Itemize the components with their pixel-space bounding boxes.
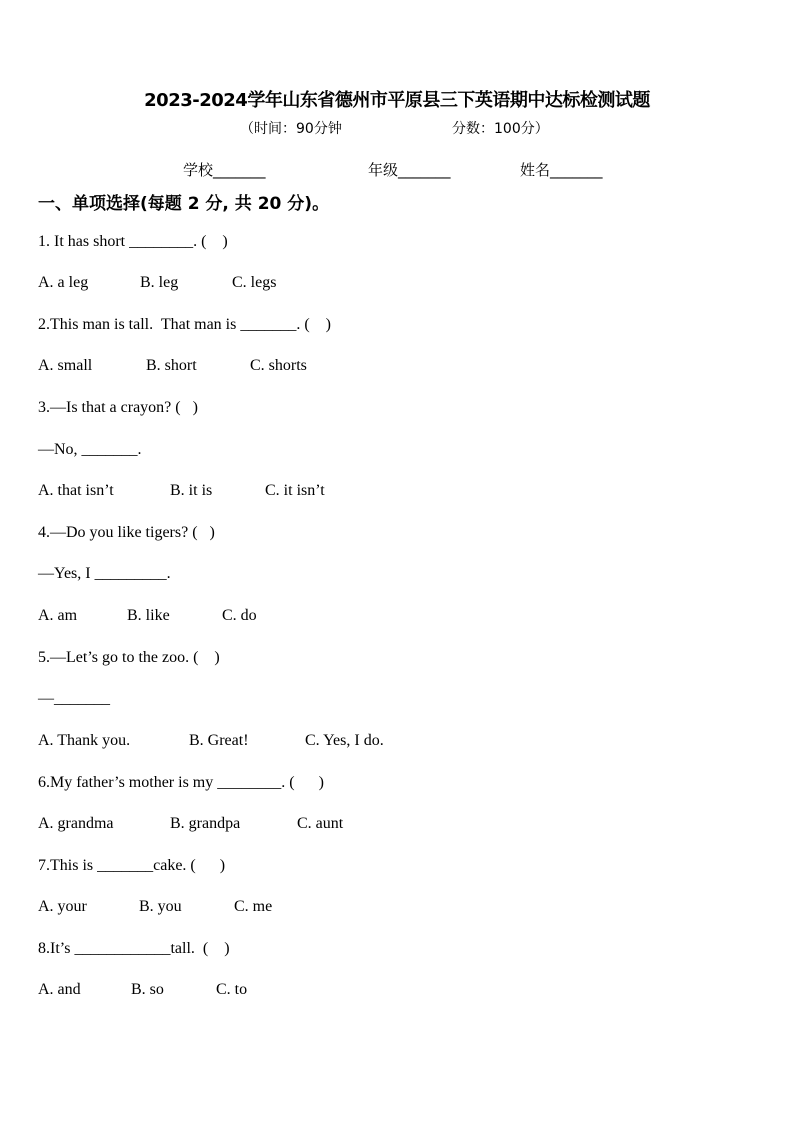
school-field[interactable]: 学校_______: [183, 161, 266, 179]
question-2-stem: 2.This man is tall. That man is _______. ( ): [38, 316, 332, 333]
question-8-stem: 8.It’s ____________tall. ( ): [38, 940, 230, 957]
question-1-option-a[interactable]: A. a leg: [38, 274, 89, 291]
grade-field[interactable]: 年级_______: [368, 161, 451, 179]
question-3-stem: 3.—Is that a crayon? ( ): [38, 399, 198, 416]
question-5-option-b[interactable]: B. Great!: [189, 732, 249, 749]
question-1-stem: 1. It has short ________. ( ): [38, 233, 228, 250]
question-7-option-b[interactable]: B. you: [139, 898, 182, 915]
question-8-option-c[interactable]: C. to: [216, 981, 248, 998]
question-3-option-b[interactable]: B. it is: [170, 482, 213, 499]
question-6-stem: 6.My father’s mother is my ________. ( ): [38, 774, 324, 791]
question-7-stem: 7.This is _______cake. ( ): [38, 857, 226, 874]
question-3-option-c[interactable]: C. it isn’t: [265, 482, 325, 499]
question-6-option-b[interactable]: B. grandpa: [170, 815, 241, 832]
question-2-option-a[interactable]: A. small: [38, 357, 93, 374]
page-title: 2023-2024学年山东省德州市平原县三下英语期中达标检测试题: [144, 90, 650, 111]
question-8-option-a[interactable]: A. and: [38, 981, 81, 998]
exam-time: （时间：90分钟: [240, 121, 342, 137]
question-1-option-b[interactable]: B. leg: [140, 274, 179, 291]
question-2-option-b[interactable]: B. short: [146, 357, 197, 374]
question-3-option-a[interactable]: A. that isn’t: [38, 482, 114, 499]
exam-score: 分数：100分）: [452, 121, 549, 137]
question-5-stem: 5.—Let’s go to the zoo. ( ): [38, 649, 220, 666]
question-4-stem: 4.—Do you like tigers? ( ): [38, 524, 215, 541]
question-1-option-c[interactable]: C. legs: [232, 274, 277, 291]
question-4-reply: —Yes, I _________.: [38, 565, 171, 582]
name-field[interactable]: 姓名_______: [520, 161, 603, 179]
question-4-option-c[interactable]: C. do: [222, 607, 257, 624]
question-6-option-a[interactable]: A. grandma: [38, 815, 114, 832]
question-8-option-b[interactable]: B. so: [131, 981, 164, 998]
question-5-option-a[interactable]: A. Thank you.: [38, 732, 131, 749]
question-7-option-a[interactable]: A. your: [38, 898, 87, 915]
section-heading: 一、单项选择(每题 2 分, 共 20 分)。: [38, 194, 330, 214]
question-4-option-a[interactable]: A. am: [38, 607, 78, 624]
question-6-option-c[interactable]: C. aunt: [297, 815, 344, 832]
question-7-option-c[interactable]: C. me: [234, 898, 273, 915]
question-5-reply: —_______: [38, 690, 110, 707]
question-3-reply: —No, _______.: [38, 441, 142, 458]
question-5-option-c[interactable]: C. Yes, I do.: [305, 732, 384, 749]
question-2-option-c[interactable]: C. shorts: [250, 357, 307, 374]
question-4-option-b[interactable]: B. like: [127, 607, 170, 624]
